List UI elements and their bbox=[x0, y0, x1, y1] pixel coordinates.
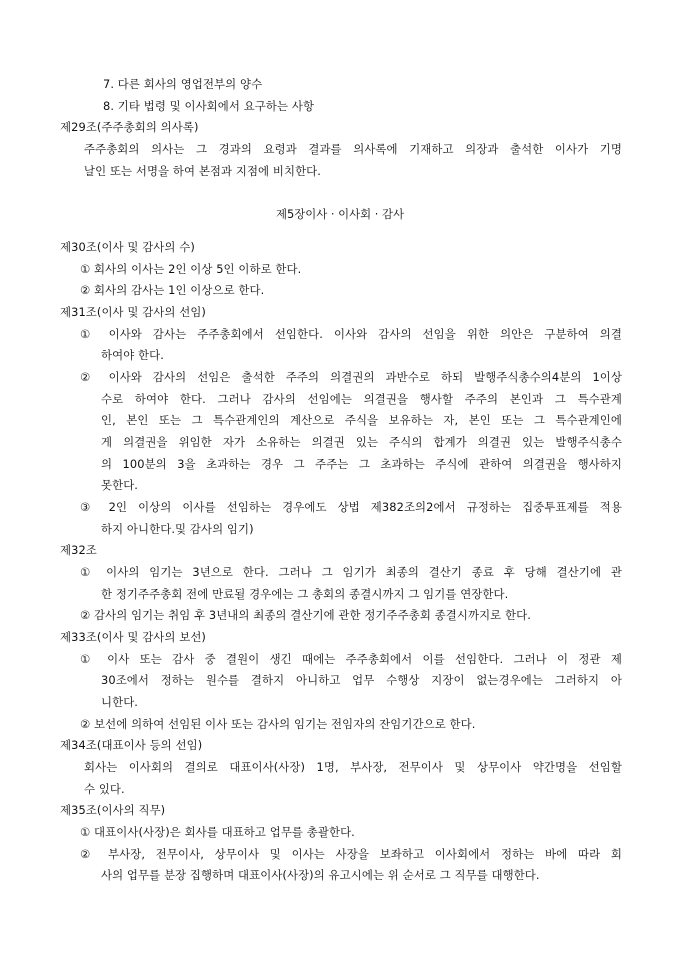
clause-line: ① 이사의 임기는 3년으로 한다. 그러나 그 임기가 최종의 결산기 종료 후 당해 결산기에 관 bbox=[80, 565, 622, 579]
article-heading: 제29조(주주총회의 의사록) bbox=[60, 120, 199, 134]
clause-line: 수로 하여야 한다. 그러나 감사의 선임에는 의결권을 행사할 주주의 본인과 그 특수관계 bbox=[101, 392, 622, 406]
paragraph-line: 수 있다. bbox=[84, 782, 125, 796]
article-heading: 제33조(이사 및 감사의 보선) bbox=[60, 630, 206, 644]
clause-line: ① 이사와 감사는 주주총회에서 선임한다. 이사와 감사의 선임을 위한 의안은 구분하여 의결 bbox=[80, 327, 622, 341]
clause-line: ① 대표이사(사장)은 회사를 대표하고 업무를 총괄한다. bbox=[80, 825, 355, 839]
article-heading: 제32조 bbox=[60, 543, 97, 557]
article-heading: 제34조(대표이사 등의 선임) bbox=[60, 738, 203, 752]
clause-line: 하지 아니한다.및 감사의 임기) bbox=[101, 522, 254, 536]
clause-line: 하여야 한다. bbox=[101, 348, 164, 362]
clause-line: 인, 본인 또는 그 특수관계인의 계산으로 주식을 보유하는 자, 본인 또는 그 특수관계인에 bbox=[101, 413, 622, 427]
clause-line: 30조에서 정하는 원수를 결하지 아니하고 업무 수행상 지장이 없는경우에는 그러하지 아 bbox=[101, 673, 622, 687]
clause-line: 사의 업무를 분장 집행하며 대표이사(사장)의 유고시에는 위 순서로 그 직무를 대행한다. bbox=[101, 868, 540, 882]
clause-line: ③ 2인 이상의 이사를 선임하는 경우에도 상법 제382조의2에서 규정하는 집중투표제를 적용 bbox=[80, 500, 622, 514]
clause-line: ① 회사의 이사는 2인 이상 5인 이하로 한다. bbox=[80, 262, 302, 276]
clause-line: 게 의결권을 위임한 자가 소유하는 의결권 있는 주식의 합계가 의결권 있는 발행주식총수 bbox=[101, 435, 622, 449]
list-item: 8. 기타 법령 및 이사회에서 요구하는 사항 bbox=[103, 99, 315, 113]
paragraph-line: 회사는 이사회의 결의로 대표이사(사장) 1명, 부사장, 전무이사 및 상무이사 약간명을 선임할 bbox=[84, 760, 622, 774]
clause-line: 니한다. bbox=[101, 695, 139, 709]
clause-line: ② 부사장, 전무이사, 상무이사 및 이사는 사장을 보좌하고 이사회에서 정하는 바에 따라 회 bbox=[80, 847, 622, 861]
clause-line: 의 100분의 3을 초과하는 경우 그 주주는 그 초과하는 주식에 관하여 의결권을 행사하지 bbox=[101, 457, 622, 471]
clause-line: ② 감사의 임기는 취임 후 3년내의 최종의 결산기에 관한 정기주주총회 종결시까지로 한다. bbox=[80, 608, 531, 622]
chapter-title: 제5장이사 · 이사회 · 감사 bbox=[275, 207, 404, 221]
clause-line: ① 이사 또는 감사 중 결원이 생긴 때에는 주주총회에서 이를 선임한다. 그러나 이 정관 제 bbox=[80, 652, 622, 666]
paragraph-line: 날인 또는 서명을 하여 본점과 지점에 비치한다. bbox=[84, 164, 322, 178]
article-heading: 제35조(이사의 직무) bbox=[60, 803, 166, 817]
paragraph-line: 주주총회의 의사는 그 경과의 요령과 결과를 의사록에 기재하고 의장과 출석한 이사가 기명 bbox=[84, 142, 622, 156]
clause-line: ② 이사와 감사의 선임은 출석한 주주의 의결권의 과반수로 하되 발행주식총수의4분의 1이상 bbox=[80, 370, 622, 384]
list-item: 7. 다른 회사의 영업전부의 양수 bbox=[103, 77, 263, 91]
article-heading: 제31조(이사 및 감사의 선임) bbox=[60, 305, 206, 319]
article-heading: 제30조(이사 및 감사의 수) bbox=[60, 240, 195, 254]
clause-line: 못한다. bbox=[101, 478, 139, 492]
clause-line: ② 회사의 감사는 1인 이상으로 한다. bbox=[80, 283, 265, 297]
clause-line: ② 보선에 의하여 선임된 이사 또는 감사의 임기는 전임자의 잔임기간으로 한다. bbox=[80, 717, 476, 731]
clause-line: 한 정기주주총회 전에 만료될 경우에는 그 총회의 종결시까지 그 임기를 연장한다. bbox=[101, 587, 509, 601]
